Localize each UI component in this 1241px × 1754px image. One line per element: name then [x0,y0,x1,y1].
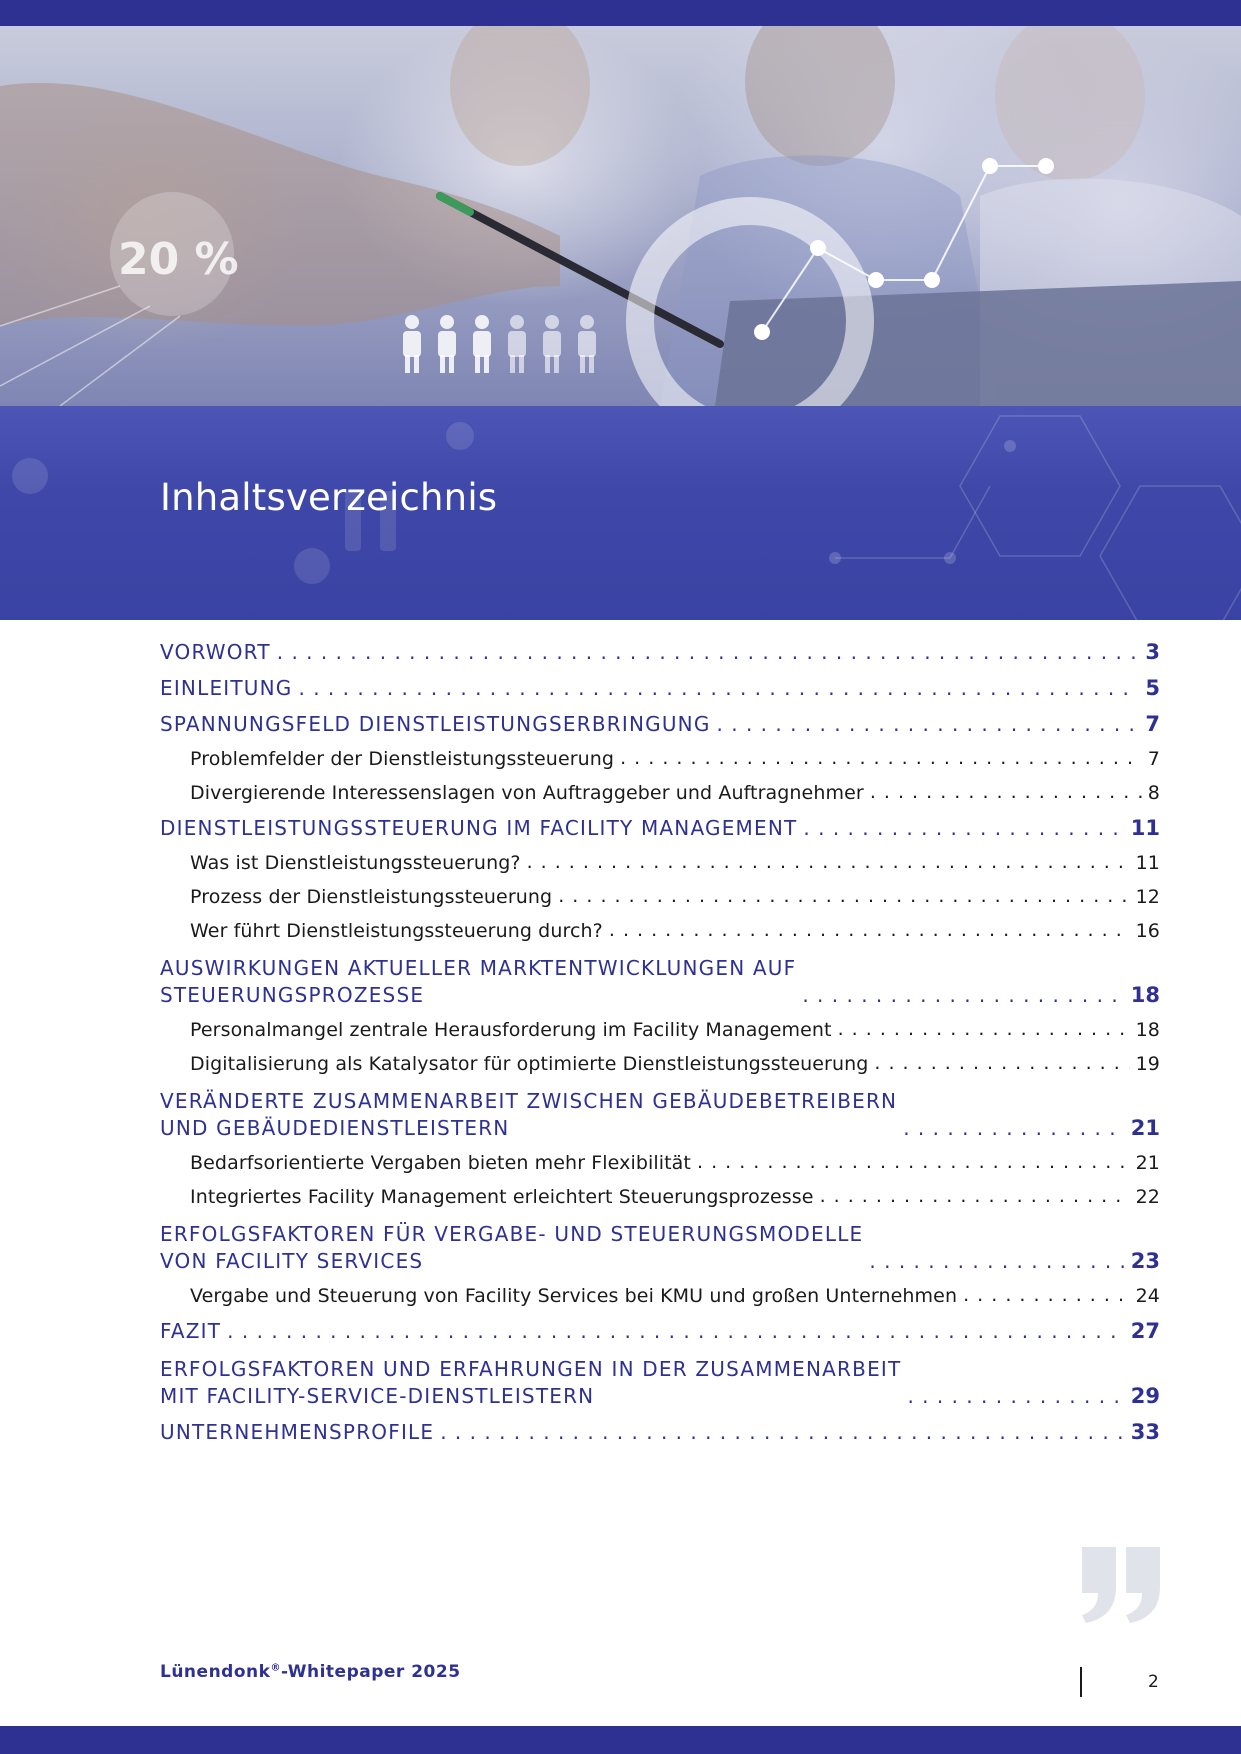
toc-entry-title [160,1355,901,1408]
toc-section-link[interactable] [160,954,1160,1007]
toc-section-link[interactable] [160,1420,1160,1444]
toc-subsection-link[interactable] [160,1285,1160,1307]
quote-mark-icon [1078,1545,1164,1623]
toc-dot-leader [620,749,1142,768]
toc-subsection-link[interactable] [160,1019,1160,1041]
page-number: 2 [1148,1672,1159,1692]
toc-dot-leader [299,678,1140,698]
toc-subsection-link[interactable] [160,748,1160,770]
toc-section-link[interactable] [160,640,1160,664]
table-of-contents [160,640,1160,1456]
toc-page-number: 22 [1135,1186,1160,1208]
toc-section-link[interactable] [160,712,1160,736]
toc-entry-title [190,748,614,770]
toc-dot-leader [717,714,1140,734]
toc-entry-title [160,1319,221,1343]
toc-entry-title [160,712,711,736]
toc-entry-title-line: VERÄNDERTE ZUSAMMENARBEIT ZWISCHEN GEBÄUDEBETREIBERN [160,1089,898,1113]
toc-entry-title-line: VORWORT [160,640,271,664]
toc-dot-leader [697,1153,1130,1172]
toc-entry-title-line: Prozess der Dienstleistungssteuerung [190,886,553,908]
toc-page-number: 29 [1130,1384,1160,1408]
toc-page-number: 21 [1130,1116,1160,1140]
title-band [0,406,1241,620]
toc-dot-leader [907,1386,1124,1406]
toc-entry-title-line: MIT FACILITY-SERVICE-DIENSTLEISTERN [160,1384,595,1408]
toc-page-number: 18 [1135,1019,1160,1041]
toc-entry-title-line: UNTERNEHMENSPROFILE [160,1420,435,1444]
toc-dot-leader [527,853,1130,872]
toc-entry-title-line: DIENSTLEISTUNGSSTEUERUNG IM FACILITY MANAGEMENT [160,816,798,840]
toc-entry-title-line: VON FACILITY SERVICES [160,1249,424,1273]
toc-entry-title [190,1152,691,1174]
toc-subsection-link[interactable] [160,1053,1160,1075]
page-title: Inhaltsverzeichnis [160,476,498,519]
footer-divider [1080,1667,1082,1697]
toc-subsection-link[interactable] [160,1152,1160,1174]
toc-page-number: 16 [1135,920,1160,942]
toc-entry-title-line: Bedarfsorientierte Vergaben bieten mehr Flexibilität [190,1152,691,1174]
toc-entry-title-line: Divergierende Interessenslagen von Auftraggeber und Auftragnehmer [190,782,864,804]
toc-entry-title [190,1053,868,1075]
people-icon [403,315,596,373]
toc-dot-leader [903,1118,1125,1138]
toc-dot-leader [820,1187,1130,1206]
toc-entry-title-line: AUSWIRKUNGEN AKTUELLER MARKTENTWICKLUNGEN AUF [160,956,797,980]
toc-dot-leader [870,783,1142,802]
toc-page-number: 12 [1135,886,1160,908]
hero-percent-text: 20 % [118,234,239,285]
toc-page-number: 7 [1147,748,1160,770]
toc-entry-title-line: Problemfelder der Dienstleistungssteuerung [190,748,615,770]
toc-entry-title-line: ERFOLGSFAKTOREN UND ERFAHRUNGEN IN DER ZUSAMMENARBEIT [160,1357,902,1381]
toc-section-link[interactable] [160,1087,1160,1140]
hero-image [0,26,1241,406]
toc-entry-title-line: FAZIT [160,1319,222,1343]
toc-page-number: 18 [1130,983,1160,1007]
toc-entry-title [160,640,271,664]
toc-entry-title-line: ERFOLGSFAKTOREN FÜR VERGABE- UND STEUERUNGSMODELLE [160,1222,864,1246]
hero-illustration [0,26,1241,406]
toc-dot-leader [609,921,1130,940]
toc-subsection-link[interactable] [160,920,1160,942]
toc-entry-title [160,1087,897,1140]
toc-page-number: 11 [1135,852,1160,874]
toc-entry-title-line: SPANNUNGSFELD DIENSTLEISTUNGSERBRINGUNG [160,712,711,736]
toc-page-number: 27 [1130,1319,1160,1343]
toc-entry-title-line: Digitalisierung als Katalysator für optimierte Dienstleistungssteuerung [190,1053,869,1075]
toc-subsection-link[interactable] [160,852,1160,874]
toc-page-number: 19 [1135,1053,1160,1075]
toc-section-link[interactable] [160,816,1160,840]
toc-entry-title-line: Wer führt Dienstleistungssteuerung durch? [190,920,603,942]
toc-subsection-link[interactable] [160,1186,1160,1208]
toc-entry-title [160,816,797,840]
toc-entry-title [190,920,603,942]
toc-entry-title [190,1285,957,1307]
toc-entry-title-line: Integriertes Facility Management erleichtert Steuerungsprozesse [190,1186,814,1208]
toc-entry-title-line: UND GEBÄUDEDIENSTLEISTERN [160,1116,510,1140]
toc-section-link[interactable] [160,1319,1160,1343]
toc-page-number: 23 [1130,1249,1160,1273]
toc-entry-title [190,1019,832,1041]
toc-entry-title-line: EINLEITUNG [160,676,293,700]
toc-entry-title-line: Was ist Dienstleistungssteuerung? [190,852,521,874]
toc-page-number: 21 [1135,1152,1160,1174]
toc-dot-leader [440,1422,1125,1442]
toc-entry-title-line: Vergabe und Steuerung von Facility Services bei KMU und großen Unternehmen [190,1285,958,1307]
toc-dot-leader [227,1321,1125,1341]
toc-page-number: 7 [1145,712,1160,736]
toc-entry-title [160,1420,434,1444]
top-accent-bar [0,0,1241,26]
toc-section-link[interactable] [160,676,1160,700]
toc-entry-title [160,1220,863,1273]
toc-dot-leader [838,1020,1130,1039]
toc-page-number: 3 [1145,640,1160,664]
toc-entry-title [160,954,796,1007]
toc-subsection-link[interactable] [160,886,1160,908]
toc-dot-leader [802,985,1124,1005]
toc-dot-leader [963,1286,1130,1305]
toc-page-number: 8 [1147,782,1160,804]
toc-section-link[interactable] [160,1220,1160,1273]
toc-entry-title-line: Personalmangel zentrale Herausforderung im Facility Management [190,1019,832,1041]
toc-dot-leader [874,1054,1129,1073]
toc-dot-leader [803,818,1124,838]
toc-dot-leader [869,1251,1124,1271]
toc-subsection-link[interactable] [160,782,1160,804]
toc-entry-title [190,886,552,908]
toc-dot-leader [277,642,1140,662]
bottom-accent-bar [0,1726,1241,1754]
toc-entry-title [190,782,864,804]
toc-page-number: 11 [1130,816,1160,840]
toc-page-number: 24 [1135,1285,1160,1307]
toc-dot-leader [558,887,1129,906]
toc-entry-title [160,676,293,700]
toc-entry-title [190,1186,814,1208]
toc-section-link[interactable] [160,1355,1160,1408]
toc-entry-title [190,852,521,874]
toc-page-number: 5 [1145,676,1160,700]
toc-page-number: 33 [1130,1420,1160,1444]
toc-entry-title-line: STEUERUNGSPROZESSE [160,983,425,1007]
footer-brand: Lünendonk®-Whitepaper 2025 [160,1662,461,1682]
